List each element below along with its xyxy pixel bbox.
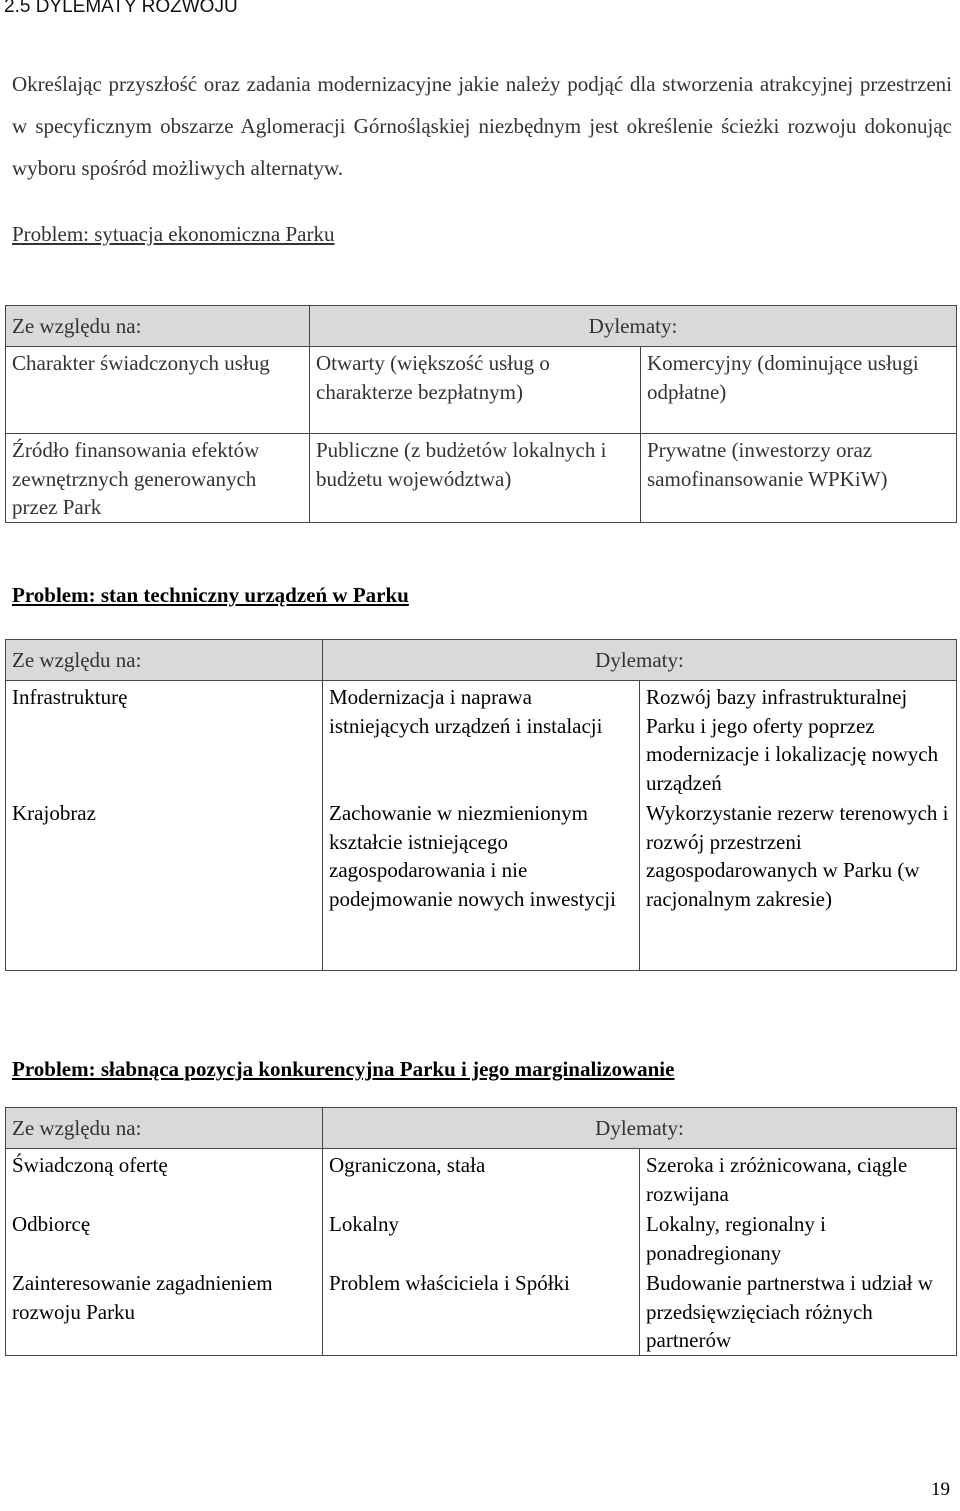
cell-regarding: Krajobraz [6,797,323,971]
dilemma-table [5,305,957,523]
page-number: 19 [931,1479,950,1500]
cell-option-a: Modernizacja i naprawa istniejących urządzeń i instalacji [323,681,640,798]
table-row [6,434,957,523]
cell-option-b: Budowanie partnerstwa i udział w przedsięwzięciach różnych partnerów [640,1267,957,1355]
cell-option-b: Wykorzystanie rezerw terenowych i rozwój przestrzeni zagospodarowanych w Parku (w racjonalnym zakresie) [640,797,957,971]
cell-option-a: Otwarty (większość usług o charakterze bezpłatnym) [310,347,641,434]
table-row [6,347,957,434]
cell-option-b: Szeroka i zróżnicowana, ciągle rozwijana [640,1149,957,1209]
cell-option-b: Komercyjny (dominujące usługi odpłatne) [641,347,957,434]
table-header-row [6,1108,957,1149]
header-regarding: Ze względu na: [6,1108,323,1149]
cell-regarding: Zainteresowanie zagadnieniem rozwoju Parku [6,1267,323,1355]
cell-regarding: Źródło finansowania efektów zewnętrznych generowanych przez Park [6,434,310,523]
header-dilemmas: Dylematy: [323,1108,957,1149]
cell-option-b: Prywatne (inwestorzy oraz samofinansowanie WPKiW) [641,434,957,523]
problem-title: Problem: słabnąca pozycja konkurencyjna Parku i jego marginalizowanie [12,1057,675,1081]
cell-option-a: Publiczne (z budżetów lokalnych i budżetu województwa) [310,434,641,523]
table-row [6,797,957,971]
cell-regarding: Świadczoną ofertę [6,1149,323,1209]
table-row [6,681,957,798]
header-dilemmas: Dylematy: [323,640,957,681]
cell-regarding: Infrastrukturę [6,681,323,798]
problem-title: Problem: sytuacja ekonomiczna Parku [12,222,335,246]
section-heading: 2.5 DYLEMATY ROZWOJU [4,0,238,17]
cell-regarding: Odbiorcę [6,1208,323,1267]
dilemma-table [5,639,957,971]
problem-title: Problem: stan techniczny urządzeń w Parku [12,583,409,607]
dilemma-table [5,1107,957,1356]
cell-option-a: Ograniczona, stała [323,1149,640,1209]
cell-regarding: Charakter świadczonych usług [6,347,310,434]
cell-option-a: Zachowanie w niezmienionym kształcie istniejącego zagospodarowania i nie podejmowanie nowych inwestycji [323,797,640,971]
table-header-row [6,640,957,681]
header-regarding: Ze względu na: [6,640,323,681]
cell-option-a: Problem właściciela i Spółki [323,1267,640,1355]
table-row [6,1149,957,1209]
intro-paragraph: Określając przyszłość oraz zadania modernizacyjne jakie należy podjąć dla stworzenia atrakcyjnej przestrzeni w specyficznym obszarze Aglomeracji Górnośląskiej niezbędnym jest określenie ścieżki rozwoju dokonując wyboru spośród możliwych alternatyw. [12,72,952,180]
cell-option-b: Rozwój bazy infrastrukturalnej Parku i jego oferty poprzez modernizacje i lokalizację nowych urządzeń [640,681,957,798]
header-regarding: Ze względu na: [6,306,310,347]
table-header-row [6,306,957,347]
header-dilemmas: Dylematy: [310,306,957,347]
table-row [6,1208,957,1267]
cell-option-b: Lokalny, regionalny i ponadregionany [640,1208,957,1267]
cell-option-a: Lokalny [323,1208,640,1267]
table-row [6,1267,957,1355]
